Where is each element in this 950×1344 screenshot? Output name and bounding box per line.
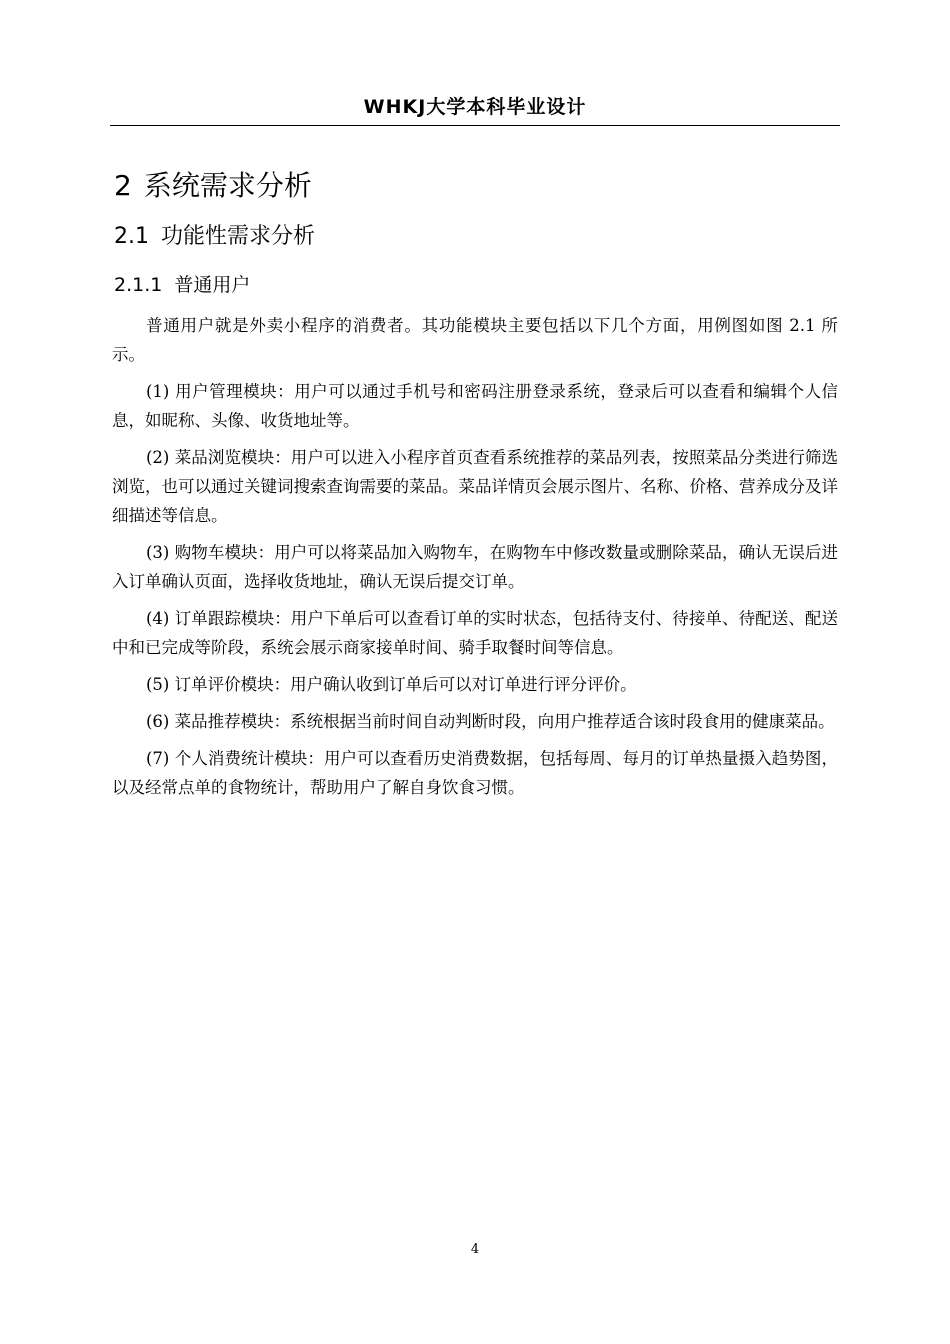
body-text (112, 311, 838, 810)
running-header (110, 92, 840, 119)
section-title: 功能性需求分析 (161, 224, 316, 249)
subsection-heading (114, 270, 250, 300)
chapter-heading (114, 166, 312, 206)
paragraph-order-tracking: (4) 订单跟踪模块：用户下单后可以查看订单的实时状态，包括待支付、待接单、待配送、配送中和已完成等阶段，系统会展示商家接单时间、骑手取餐时间等信息。 (112, 609, 838, 657)
page-number: 4 (470, 1242, 480, 1257)
paragraph-order-review: (5) 订单评价模块：用户确认收到订单后可以对订单进行评分评价。 (146, 675, 637, 694)
paragraph-shopping-cart: (3) 购物车模块：用户可以将菜品加入购物车，在购物车中修改数量或删除菜品，确认无误后进入订单确认页面，选择收货地址，确认无误后提交订单。 (112, 543, 838, 591)
subsection-title: 普通用户 (174, 274, 251, 296)
header-title: WHKJ大学本科毕业设计 (363, 96, 587, 118)
header-divider (110, 125, 840, 126)
chapter-title: 系统需求分析 (143, 169, 312, 202)
paragraph-dish-recommendation: (6) 菜品推荐模块：系统根据当前时间自动判断时段，向用户推荐适合该时段食用的健康菜品。 (146, 712, 835, 731)
paragraph-user-management: (1) 用户管理模块：用户可以通过手机号和密码注册登录系统，登录后可以查看和编辑个人信息，如昵称、头像、收货地址等。 (112, 382, 838, 430)
section-heading (114, 220, 315, 254)
section-number: 2.1 (114, 224, 149, 249)
paragraph-consumption-statistics: (7) 个人消费统计模块：用户可以查看历史消费数据，包括每周、每月的订单热量摄入趋势图，以及经常点单的食物统计，帮助用户了解自身饮食习惯。 (112, 749, 838, 797)
chapter-number: 2 (114, 169, 132, 202)
intro-paragraph: 普通用户就是外卖小程序的消费者。其功能模块主要包括以下几个方面，用例图如图 2.1 所示。 (112, 316, 838, 364)
paragraph-dish-browsing: (2) 菜品浏览模块：用户可以进入小程序首页查看系统推荐的菜品列表，按照菜品分类进行筛选浏览，也可以通过关键词搜索查询需要的菜品。菜品详情页会展示图片、名称、价格、营养成分及详细描述等信息。 (112, 448, 838, 525)
subsection-number: 2.1.1 (114, 274, 163, 296)
